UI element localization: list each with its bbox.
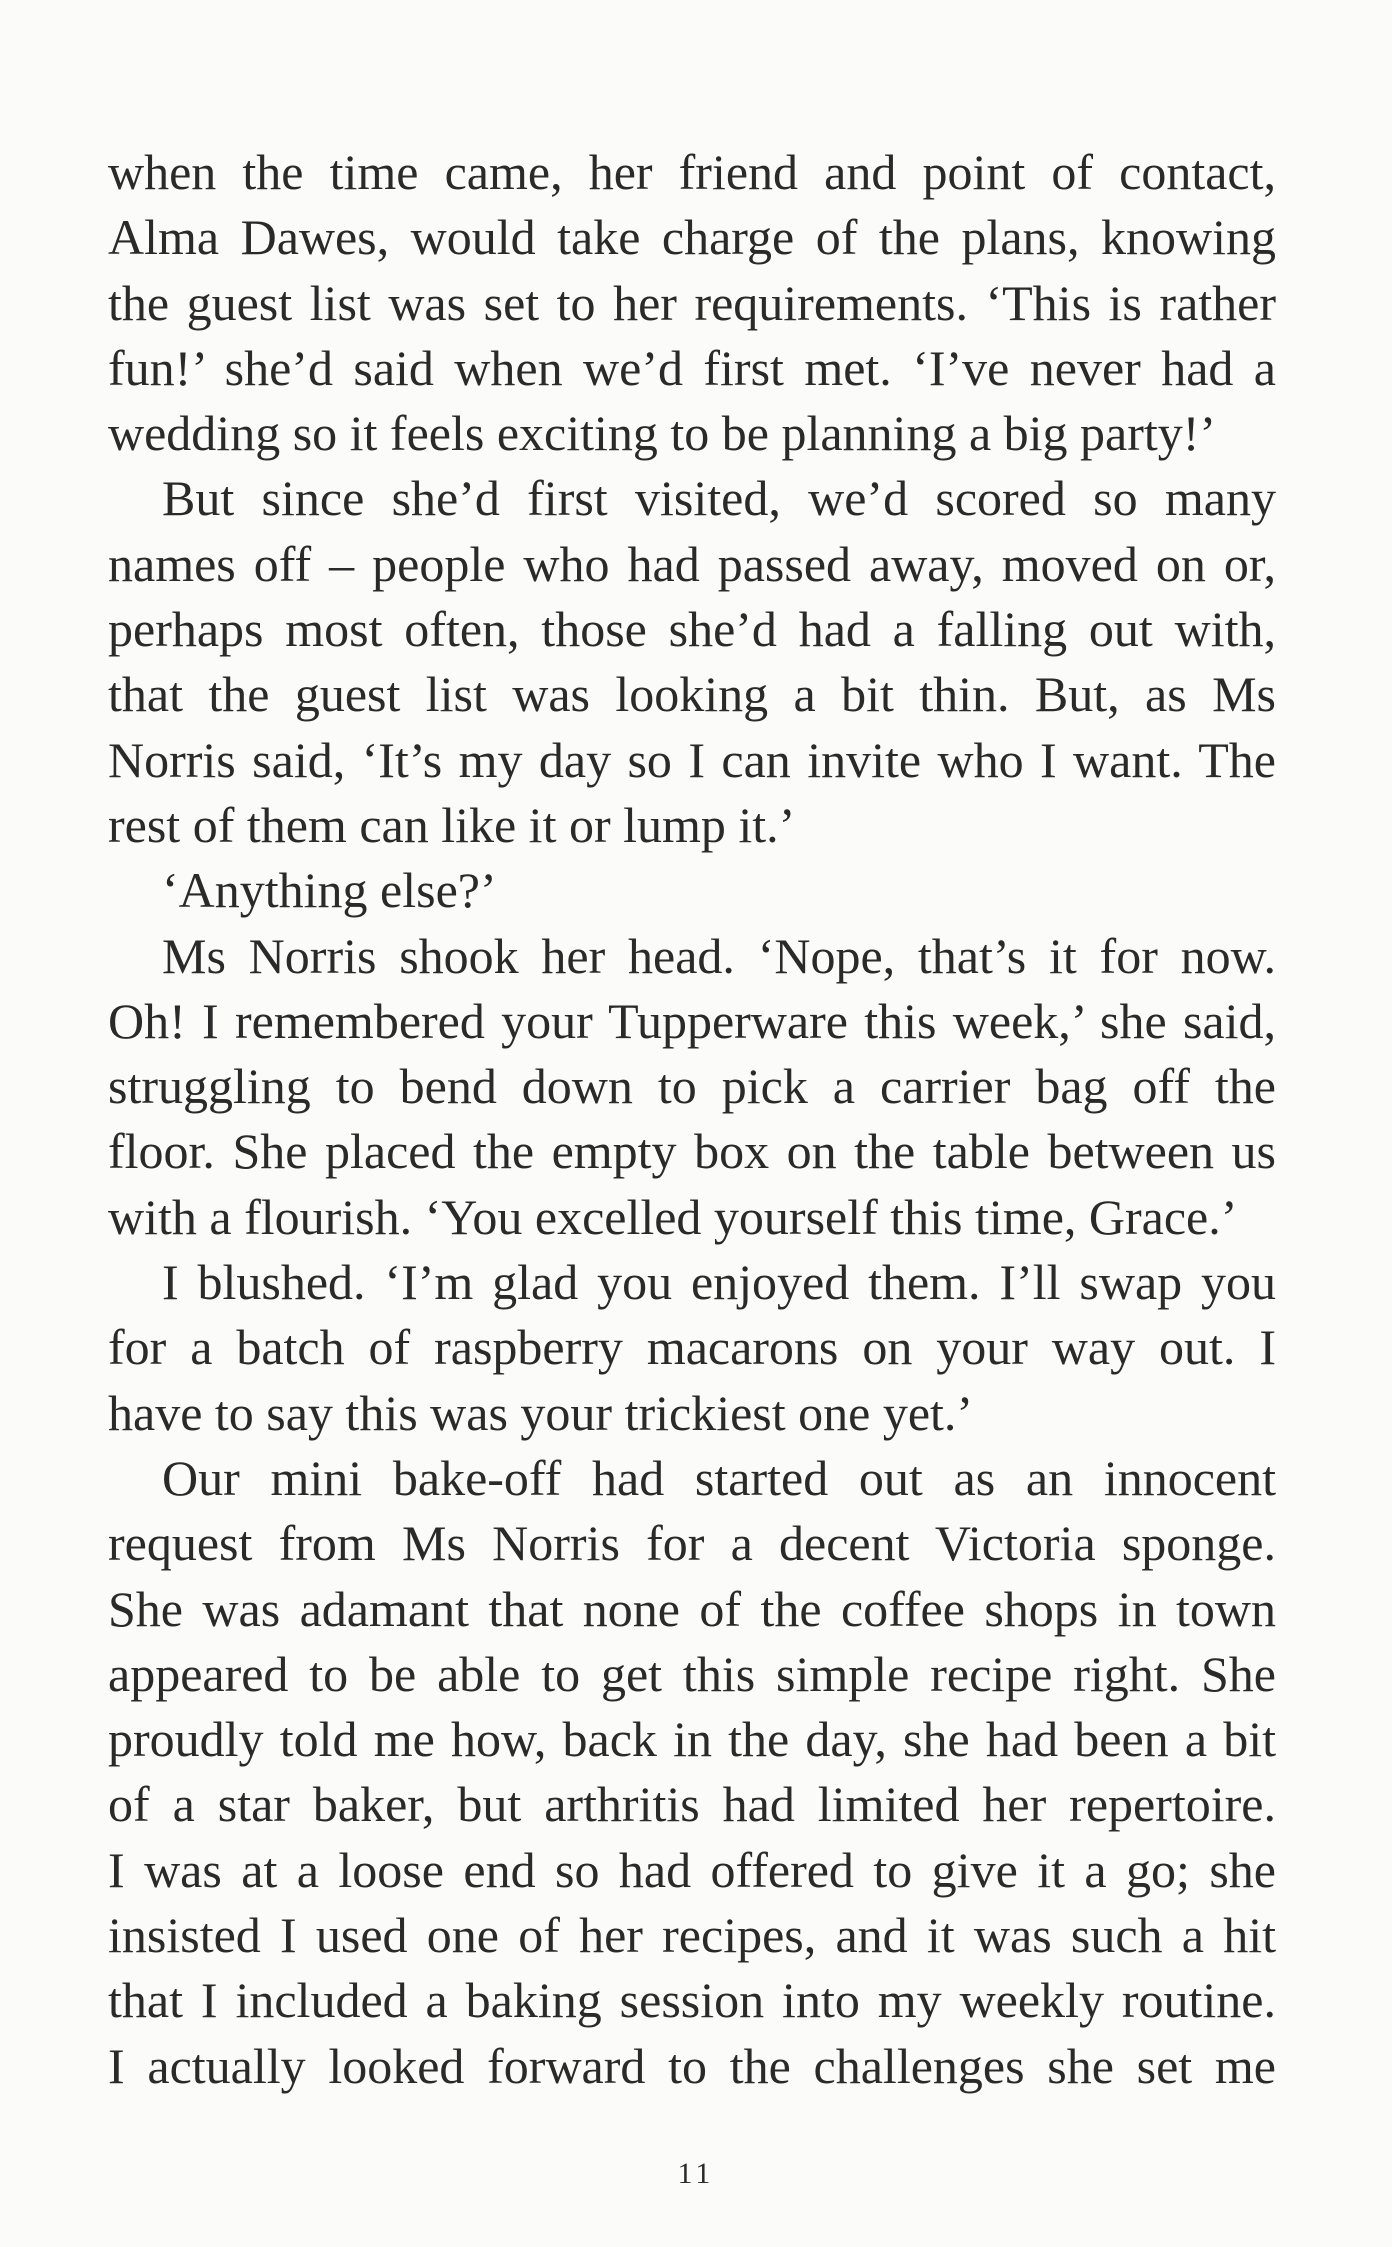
text-line: Alma Dawes, would take charge of the plans, knowing <box>108 209 1276 266</box>
text-line: floor. She placed the empty box on the table between us <box>108 1123 1276 1180</box>
text-line: request from Ms Norris for a decent Victoria sponge. <box>108 1515 1276 1572</box>
text-line: insisted I used one of her recipes, and it was such a hit <box>108 1907 1276 1964</box>
text-line: when the time came, her friend and point of contact, <box>108 144 1276 200</box>
text-line: have to say this was your trickiest one yet.’ <box>108 1384 974 1441</box>
text-line: appeared to be able to get this simple recipe right. She <box>108 1645 1276 1702</box>
text-line: that the guest list was looking a bit thin. But, as Ms <box>108 666 1276 723</box>
body-text <box>108 140 1276 2099</box>
text-line: fun!’ she’d said when we’d first met. ‘I’ve never had a <box>108 339 1276 396</box>
text-line: perhaps most often, those she’d had a falling out with, <box>108 601 1276 658</box>
text-line: ‘Anything else?’ <box>162 862 497 919</box>
text-line: with a flourish. ‘You excelled yourself this time, Grace.’ <box>108 1188 1238 1245</box>
text-line: struggling to bend down to pick a carrier bag off the <box>108 1058 1276 1115</box>
text-line: I was at a loose end so had offered to give it a go; she <box>108 1841 1276 1898</box>
text-line: of a star baker, but arthritis had limited her repertoire. <box>108 1776 1276 1833</box>
text-line: Oh! I remembered your Tupperware this week,’ she said, <box>108 992 1276 1049</box>
text-line: Our mini bake-off had started out as an innocent <box>162 1449 1276 1506</box>
text-line: She was adamant that none of the coffee shops in town <box>108 1580 1276 1637</box>
text-line: for a batch of raspberry macarons on your way out. I <box>108 1319 1276 1376</box>
text-line: rest of them can like it or lump it.’ <box>108 796 796 853</box>
text-line: proudly told me how, back in the day, she had been a bit <box>108 1711 1276 1768</box>
text-line: But since she’d first visited, we’d scored so many <box>162 470 1276 527</box>
text-line: Norris said, ‘It’s my day so I can invite who I want. The <box>108 731 1276 788</box>
text-line: wedding so it feels exciting to be planning a big party!’ <box>108 405 1217 462</box>
text-line: the guest list was set to her requirements. ‘This is rather <box>108 274 1276 331</box>
text-line: names off – people who had passed away, moved on or, <box>108 535 1276 592</box>
text-line: I blushed. ‘I’m glad you enjoyed them. I’ll swap you <box>162 1254 1276 1311</box>
text-line: Ms Norris shook her head. ‘Nope, that’s it for now. <box>162 927 1276 984</box>
text-line: that I included a baking session into my weekly routine. <box>108 1972 1276 2029</box>
page-number: 11 <box>677 2157 715 2190</box>
text-line: I actually looked forward to the challenges she set me <box>108 2037 1276 2094</box>
